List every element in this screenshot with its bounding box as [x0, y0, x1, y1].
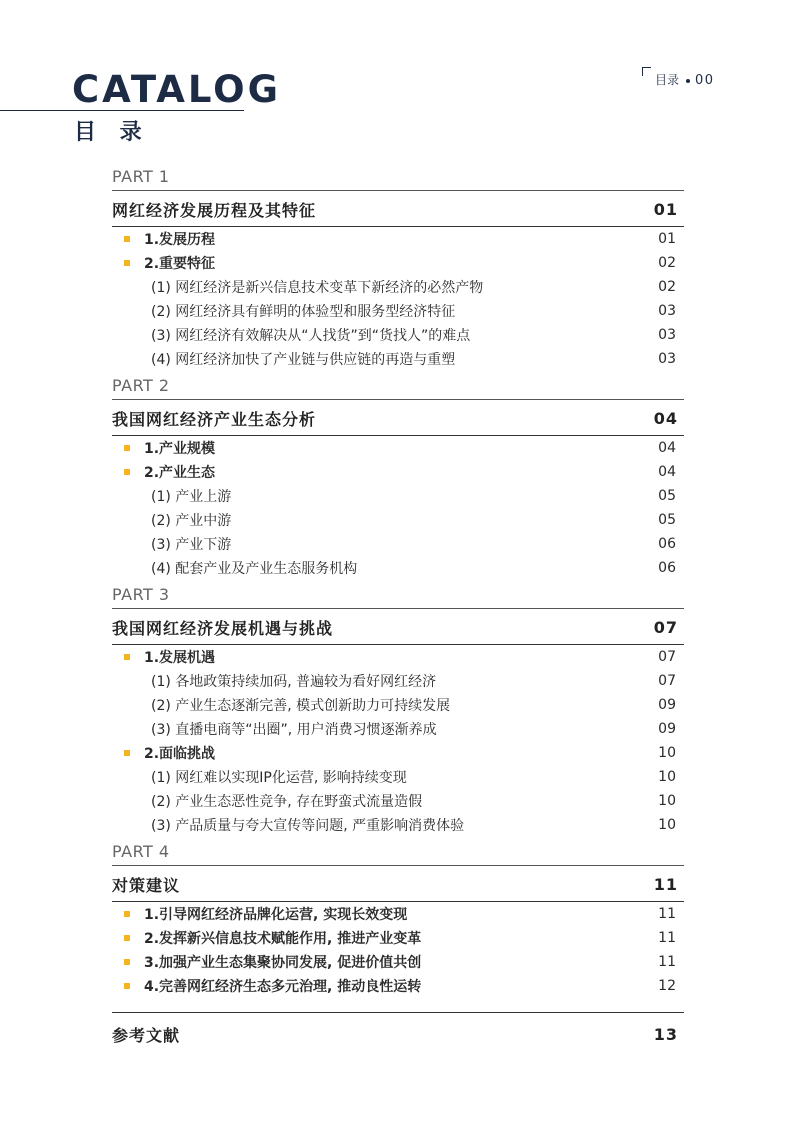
table-of-contents	[112, 166, 684, 1055]
entry-page-number: 05	[658, 512, 676, 528]
entry-text-wrap	[112, 486, 231, 506]
entry-text-wrap	[112, 976, 421, 996]
toc-subentry[interactable]	[112, 323, 684, 347]
references-title: 参考文献	[112, 1025, 181, 1045]
entry-text: (4) 网红经济加快了产业链与供应链的再造与重塑	[151, 352, 456, 368]
entry-text: 2.重要特征	[144, 256, 216, 272]
entry-page-number: 07	[658, 673, 676, 689]
entry-text-wrap	[112, 325, 470, 345]
entry-page-number: 04	[658, 440, 676, 456]
entry-text-wrap	[112, 767, 407, 787]
entry-text-wrap	[112, 695, 450, 715]
entry-page-number: 11	[658, 930, 676, 946]
entry-text-wrap	[112, 671, 436, 691]
square-bullet-icon	[124, 983, 130, 989]
toc-subentry[interactable]	[112, 813, 684, 837]
entry-text: 1.产业规模	[144, 441, 216, 457]
toc-subentry[interactable]	[112, 765, 684, 789]
entry-page-number: 09	[658, 721, 676, 737]
entry-text-wrap	[112, 743, 215, 763]
entry-page-number: 11	[658, 954, 676, 970]
entry-text-wrap	[112, 510, 231, 530]
toc-entry[interactable]	[112, 227, 684, 251]
entry-text-wrap	[112, 438, 215, 458]
square-bullet-icon	[124, 750, 130, 756]
section-page-number: 01	[653, 199, 678, 219]
entry-page-number: 07	[658, 649, 676, 665]
entry-text-wrap	[112, 815, 464, 835]
section-title: 我国网红经济发展机遇与挑战	[112, 618, 334, 638]
entry-page-number: 11	[658, 906, 676, 922]
entry-text-wrap	[112, 253, 215, 273]
references-row[interactable]	[112, 1013, 684, 1055]
toc-entry[interactable]	[112, 950, 684, 974]
entry-page-number: 02	[658, 279, 676, 295]
entry-text-wrap	[112, 229, 215, 249]
toc-entry[interactable]	[112, 741, 684, 765]
mulu-title: 目 录	[74, 120, 150, 145]
entry-text: (2) 产业生态恶性竞争, 存在野蛮式流量造假	[151, 794, 423, 810]
entry-page-number: 10	[658, 793, 676, 809]
entry-page-number: 10	[658, 817, 676, 833]
corner-bracket-icon	[642, 67, 651, 76]
toc-subentry[interactable]	[112, 484, 684, 508]
entry-page-number: 10	[658, 745, 676, 761]
entry-text: (2) 产业中游	[151, 513, 232, 529]
entry-text: 1.引导网红经济品牌化运营, 实现长效变现	[144, 907, 408, 923]
toc-entry[interactable]	[112, 460, 684, 484]
entry-text-wrap	[112, 462, 215, 482]
entry-text-wrap	[112, 349, 455, 369]
entry-text: 2.发挥新兴信息技术赋能作用, 推进产业变革	[144, 931, 422, 947]
entry-text-wrap	[112, 904, 407, 924]
section-page-number: 07	[653, 617, 678, 637]
entry-text-wrap	[112, 647, 215, 667]
square-bullet-icon	[124, 469, 130, 475]
entry-text-wrap	[112, 928, 421, 948]
section-heading-row[interactable]	[112, 191, 684, 226]
toc-subentry[interactable]	[112, 717, 684, 741]
square-bullet-icon	[124, 959, 130, 965]
toc-subentry[interactable]	[112, 508, 684, 532]
page-indicator-label: 目录	[655, 73, 680, 87]
entry-text-wrap	[112, 952, 421, 972]
entry-text-wrap	[112, 277, 483, 297]
section-page-number: 04	[653, 408, 678, 428]
entry-text-wrap	[112, 301, 455, 321]
section-title: 对策建议	[112, 875, 181, 895]
entry-text: (3) 网红经济有效解决从“人找货”到“货找人”的难点	[151, 328, 471, 344]
entry-page-number: 03	[658, 327, 676, 343]
section-heading-row[interactable]	[112, 866, 684, 901]
entry-text: (3) 直播电商等“出圈”, 用户消费习惯逐渐养成	[151, 722, 437, 738]
entry-text: 3.加强产业生态集聚协同发展, 促进价值共创	[144, 955, 422, 971]
part-label: PART 4	[112, 842, 170, 861]
toc-entry[interactable]	[112, 251, 684, 275]
entry-text: (1) 网红经济是新兴信息技术变革下新经济的必然产物	[151, 280, 484, 296]
toc-subentry[interactable]	[112, 347, 684, 371]
square-bullet-icon	[124, 935, 130, 941]
toc-subentry[interactable]	[112, 669, 684, 693]
square-bullet-icon	[124, 236, 130, 242]
entry-text: (1) 网红难以实现IP化运营, 影响持续变现	[151, 770, 407, 786]
entry-text-wrap	[112, 534, 231, 554]
entry-text: 1.发展历程	[144, 232, 216, 248]
part-label: PART 2	[112, 376, 170, 395]
entry-page-number: 10	[658, 769, 676, 785]
toc-entry[interactable]	[112, 902, 684, 926]
entry-page-number: 05	[658, 488, 676, 504]
toc-subentry[interactable]	[112, 275, 684, 299]
entry-text: 2.面临挑战	[144, 746, 216, 762]
entry-text-wrap	[112, 719, 437, 739]
entry-page-number: 02	[658, 255, 676, 271]
toc-subentry[interactable]	[112, 532, 684, 556]
toc-subentry[interactable]	[112, 299, 684, 323]
catalog-title: CATALOG	[72, 68, 281, 111]
entry-text: (1) 产业上游	[151, 489, 232, 505]
part-label: PART 3	[112, 585, 170, 604]
square-bullet-icon	[124, 654, 130, 660]
entry-text: 2.产业生态	[144, 465, 216, 481]
square-bullet-icon	[124, 260, 130, 266]
toc-subentry[interactable]	[112, 789, 684, 813]
part-label: PART 1	[112, 167, 170, 186]
entry-text: (2) 网红经济具有鲜明的体验型和服务型经济特征	[151, 304, 456, 320]
entry-page-number: 09	[658, 697, 676, 713]
entry-page-number: 04	[658, 464, 676, 480]
section-title: 网红经济发展历程及其特征	[112, 200, 317, 220]
toc-entry[interactable]	[112, 974, 684, 998]
toc-entry[interactable]	[112, 645, 684, 669]
entry-text: (2) 产业生态逐渐完善, 模式创新助力可持续发展	[151, 698, 451, 714]
section-heading-row[interactable]	[112, 400, 684, 435]
square-bullet-icon	[124, 911, 130, 917]
entry-page-number: 12	[658, 978, 676, 994]
entry-text: (3) 产业下游	[151, 537, 232, 553]
entry-text: (4) 配套产业及产业生态服务机构	[151, 561, 358, 577]
entry-page-number: 01	[658, 231, 676, 247]
entry-page-number: 06	[658, 560, 676, 576]
entry-text: 4.完善网红经济生态多元治理, 推动良性运转	[144, 979, 422, 995]
entry-text-wrap	[112, 791, 422, 811]
entry-text: 1.发展机遇	[144, 650, 216, 666]
references-page-number: 13	[653, 1024, 678, 1044]
entry-text: (1) 各地政策持续加码, 普遍较为看好网红经济	[151, 674, 437, 690]
entry-page-number: 03	[658, 303, 676, 319]
toc-entry[interactable]	[112, 926, 684, 950]
page-indicator	[655, 71, 715, 90]
section-page-number: 11	[653, 874, 678, 894]
entry-page-number: 03	[658, 351, 676, 367]
dot-icon	[686, 79, 690, 83]
section-heading-row[interactable]	[112, 609, 684, 644]
square-bullet-icon	[124, 445, 130, 451]
entry-text: (3) 产品质量与夸大宣传等问题, 严重影响消费体验	[151, 818, 465, 834]
section-title: 我国网红经济产业生态分析	[112, 409, 317, 429]
toc-subentry[interactable]	[112, 693, 684, 717]
toc-entry[interactable]	[112, 436, 684, 460]
entry-page-number: 06	[658, 536, 676, 552]
page-indicator-number: 00	[695, 73, 715, 88]
title-underline	[0, 110, 244, 111]
toc-subentry[interactable]	[112, 556, 684, 580]
entry-text-wrap	[112, 558, 357, 578]
